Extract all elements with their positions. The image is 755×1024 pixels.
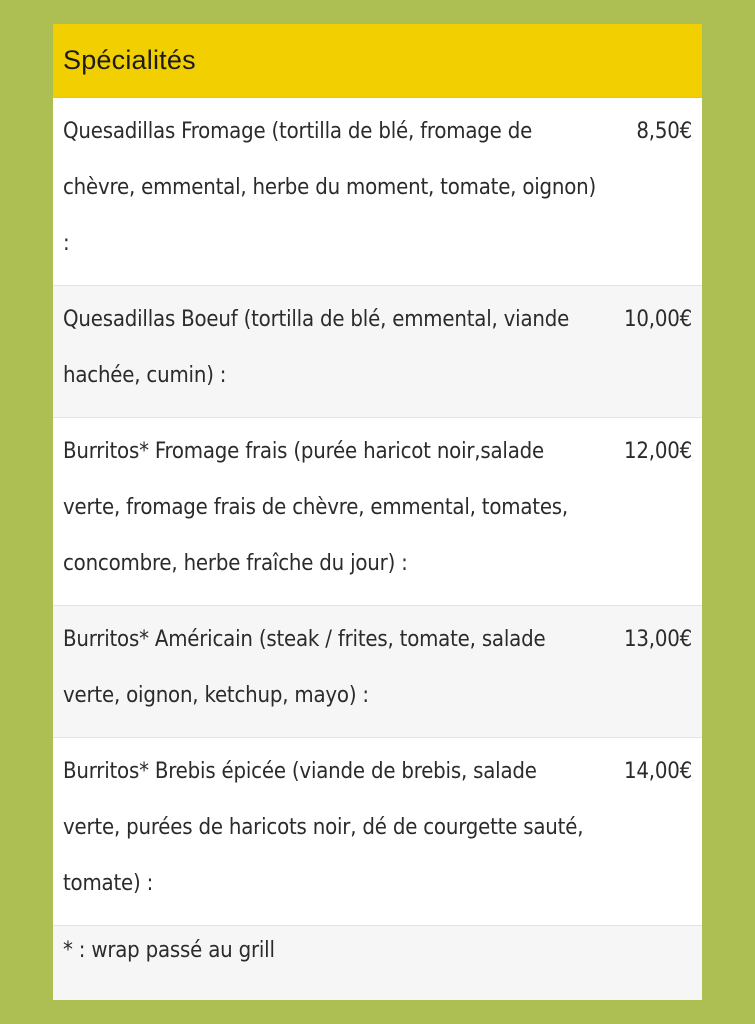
menu-item — [53, 286, 702, 418]
menu-item-line: hachée, cumin) : — [63, 363, 227, 388]
menu-item — [53, 738, 702, 926]
menu-item-price: 14,00€ — [623, 759, 692, 784]
menu-header — [53, 24, 702, 98]
menu-item — [53, 606, 702, 738]
menu-item-line: verte, purées de haricots noir, dé de courgette sauté, — [63, 815, 584, 840]
menu-item-description — [63, 104, 613, 285]
menu-item-line: concombre, herbe fraîche du jour) : — [63, 551, 408, 576]
menu-item-description — [63, 744, 613, 925]
menu-item-description — [63, 612, 613, 737]
menu-item-price: 13,00€ — [623, 627, 692, 652]
menu-item-line: verte, fromage frais de chèvre, emmental, tomates, — [63, 495, 568, 520]
menu-item — [53, 418, 702, 606]
menu-item-line: : — [63, 231, 70, 256]
menu-item-price: 12,00€ — [623, 439, 692, 464]
menu-item-description — [63, 292, 613, 417]
menu-title: Spécialités — [63, 45, 196, 75]
menu-item-line: Burritos* Américain (steak / frites, tomate, salade — [63, 627, 546, 652]
menu-item-description — [63, 424, 613, 605]
menu-item-line: Burritos* Brebis épicée (viande de brebis, salade — [63, 759, 537, 784]
menu-item-price: 10,00€ — [623, 307, 692, 332]
menu-item-line: verte, oignon, ketchup, mayo) : — [63, 683, 369, 708]
menu-item-price: 8,50€ — [636, 119, 692, 144]
menu-item-line: Burritos* Fromage frais (purée haricot noir,salade — [63, 439, 545, 464]
menu-item-line: chèvre, emmental, herbe du moment, tomate, oignon) — [63, 175, 597, 200]
menu-footnote: * : wrap passé au grill — [53, 926, 702, 1000]
menu-item — [53, 98, 702, 286]
menu-item-line: tomate) : — [63, 871, 154, 896]
menu-card — [53, 24, 702, 1000]
menu-item-line: Quesadillas Boeuf (tortilla de blé, emmental, viande — [63, 307, 570, 332]
menu-item-line: Quesadillas Fromage (tortilla de blé, fromage de — [63, 119, 533, 144]
